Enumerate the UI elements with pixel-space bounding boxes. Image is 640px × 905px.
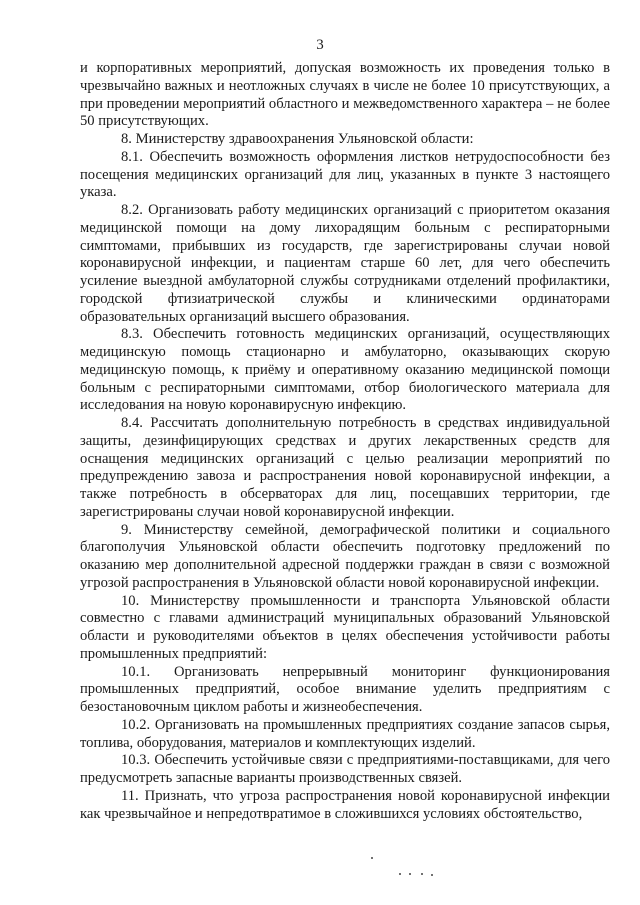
- paragraph-item-9: 9. Министерству семейной, демографической политики и социального благополучия Ульяновской области обеспечить подготовку предложений по оказанию мер дополнительной адресной поддержки граждан в связи с возможной угрозой распространения в Ульяновской области новой коронавирусной инфекции.: [80, 521, 610, 591]
- scan-speck: [431, 874, 433, 876]
- page-number: 3: [316, 37, 324, 53]
- paragraph-item-8: 8. Министерству здравоохранения Ульяновской области:: [121, 131, 474, 147]
- paragraph-item-8-1: 8.1. Обеспечить возможность оформления листков нетрудоспособности без посещения медицинских организаций для лиц, указанных в пункте 3 настоящего указа.: [80, 148, 610, 201]
- document-body: [80, 60, 610, 823]
- paragraph-item-10-3: 10.3. Обеспечить устойчивые связи с предприятиями-поставщиками, для чего предусмотреть запасные варианты производственных связей.: [80, 752, 610, 786]
- paragraph-item-10-1: 10.1. Организовать непрерывный мониторинг функционирования промышленных предприятий, особое внимание уделить предприятиям с безостановочным циклом работы и жизнеобеспечения.: [80, 663, 610, 715]
- paragraph-item-10: 10. Министерству промышленности и транспорта Ульяновской области совместно с главами администраций муниципальных образований Ульяновской области и руководителями объектов в целях обеспечения устойчивости работы промышленных предприятий:: [80, 592, 610, 662]
- scan-speck: [409, 873, 411, 875]
- paragraph-item-8-3: 8.3. Обеспечить готовность медицинских организаций, осуществляющих медицинскую помощь стационарно и амбулаторно, оказывающих скорую медицинскую помощь, к приёму и оперативному оказанию медицинской помощи больным с респираторными симптомами, отбор биологического материала для исследования на новую коронавирусную инфекцию.: [80, 326, 610, 414]
- scan-speck: [371, 857, 373, 859]
- paragraph-item-11: 11. Признать, что угроза распространения новой коронавирусной инфекции как чрезвычайное и непредотвратимое в сложившихся условиях обстоятельство,: [80, 787, 610, 822]
- paragraph-item-8-4: 8.4. Рассчитать дополнительную потребность в средствах индивидуальной защиты, дезинфицирующих средствах и других лекарственных средств для оснащения медицинских организаций с целью реализации мероприятий по предупреждению завоза и распространения новой коронавирусной инфекции, а также потребность в обсерваторах для лиц, посещавших территории, где зарегистрированы случаи новой коронавирусной инфекции.: [80, 415, 610, 520]
- paragraph-item-10-2: 10.2. Организовать на промышленных предприятиях создание запасов сырья, топлива, оборудования, материалов и комплектующих изделий.: [80, 716, 610, 751]
- paragraph-continuation: и корпоративных мероприятий, допуская возможность их проведения только в чрезвычайно важных и неотложных случаях в числе не более 10 присутствующих, а при проведении мероприятий областного и межведомственного характера – не более 50 присутствующих.: [80, 60, 610, 130]
- scan-speck: [399, 873, 401, 875]
- scan-speck: [421, 873, 423, 875]
- paragraph-item-8-2: 8.2. Организовать работу медицинских организаций с приоритетом оказания медицинской помощи на дому лихорадящим больным с респираторными симптомами, прибывших из государств, где зарегистрированы случаи новой коронавирусной инфекции, и пациентам старше 60 лет, для чего обеспечить усиление выездной амбулаторной службы сотрудниками отделений профилактики, городской фтизиатрической службы и клиническими ординаторами образовательных организаций высшего образования.: [80, 202, 610, 325]
